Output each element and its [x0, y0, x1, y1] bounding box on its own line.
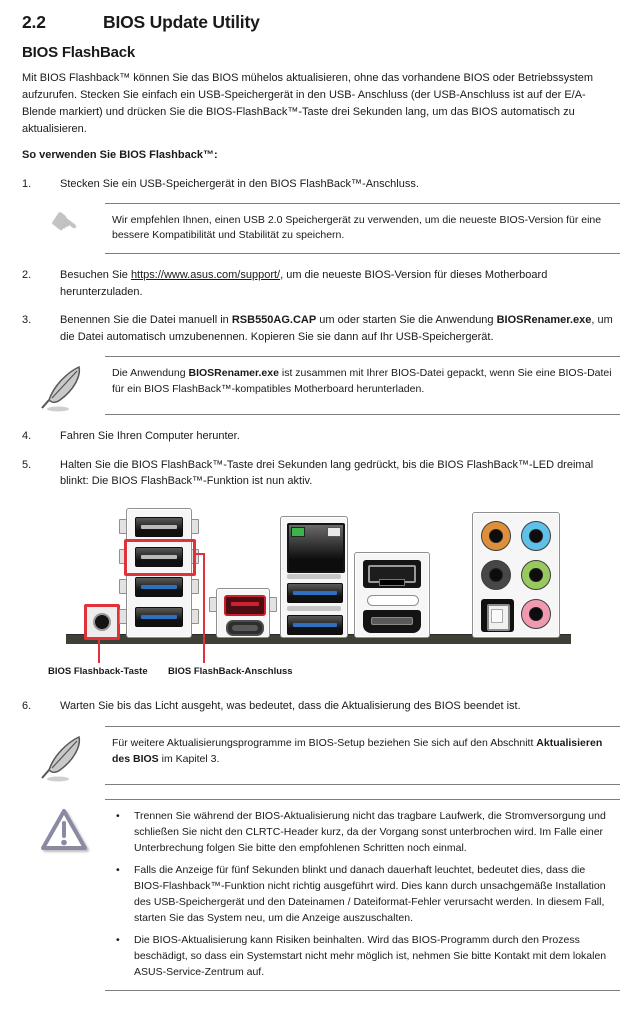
- section-number: 2.2: [22, 12, 46, 32]
- step-number: 4.: [22, 430, 32, 443]
- usb3-port: [135, 577, 183, 597]
- bios-flashback-port-highlight: [124, 539, 196, 576]
- audio-jack-mic: [521, 599, 551, 629]
- lan-led-gray: [327, 527, 341, 537]
- lan-usb-block: [280, 516, 348, 638]
- display-output-block: [354, 552, 430, 638]
- step-text: Warten Sie bis das Licht ausgeht, was bedeutet, dass die Aktualisierung des BIOS beendet ist.: [60, 699, 521, 712]
- note-renamer: [22, 356, 620, 415]
- warning-triangle-icon: [22, 799, 105, 991]
- step-4: [22, 428, 620, 445]
- usb3-port: [287, 583, 343, 603]
- usb-type-c-port: [226, 620, 264, 636]
- note-update-text: Für weitere Aktualisierungsprogramme im BIOS-Setup beziehen Sie sich auf den Abschnitt Aktualisieren des BIOS im Kapitel 3.: [105, 726, 620, 785]
- audio-jack-orange: [481, 521, 511, 551]
- intro-paragraph: Mit BIOS Flashback™ können Sie das BIOS mühelos aktualisieren, ohne das vorhandene BIOS oder Betriebssystem aufzurufen. Stecken Sie einfach ein USB-Speichergerät in den USB- Anschluss (der USB-Anschluss ist auf der E/A-Blende markiert) und drücken Sie die BIOS-FlashBack™-Taste drei Sekunden lang, um das BIOS automatisch zu aktualisieren.: [22, 72, 594, 136]
- section-title: BIOS Update Utility: [103, 12, 260, 32]
- note-usb20: [22, 203, 620, 255]
- ethernet-port: [287, 523, 345, 573]
- shield-vent-slot: [367, 595, 419, 606]
- warning-bullet: • Falls die Anzeige für fünf Sekunden blinkt und danach dauerhaft leuchtet, bedeutet dies, dass die BIOS-Flashback™-Funktion nicht richtig ausgeführt wird. Dies kann durch unsachgemäße Installation des USB-Speichergerät und den Dateinamen / Dateiformat-Fehler verursacht werden. In diesem Fall, starten Sie das System neu, um die Anzeige auszuschalten.: [116, 864, 606, 924]
- note-update: [22, 726, 620, 785]
- usb3-port: [135, 607, 183, 627]
- step-text: Besuchen Sie https://www.asus.com/support/, um die neueste BIOS-Version für dieses Motherboard herunterzuladen.: [60, 269, 548, 298]
- bios-flashback-button: [84, 604, 120, 640]
- rear-io-diagram: [48, 504, 608, 682]
- pointing-hand-icon: ☛: [42, 202, 86, 247]
- audio-jack-black: [481, 560, 511, 590]
- step-text: Benennen Sie die Datei manuell in RSB550AG.CAP um oder starten Sie die Anwendung BIOSRenamer.exe, um die Datei automatisch umzubenennen. Kopieren Sie sie dann auf Ihr USB-Speichergerät.: [60, 314, 613, 343]
- audio-jack-line-out: [521, 560, 551, 590]
- lan-led-green: [291, 527, 305, 537]
- audio-jack-panel: [472, 512, 560, 638]
- step-number: 6.: [22, 699, 32, 712]
- bios-cap-filename: RSB550AG.CAP: [231, 314, 317, 327]
- usb2-port: [135, 517, 183, 537]
- usb32-gen2-block: [216, 588, 270, 638]
- page-subtitle: BIOS FlashBack: [22, 44, 136, 61]
- step-2: [22, 267, 620, 300]
- button-label: BIOS Flashback-Taste: [48, 665, 148, 677]
- step-1: [22, 176, 620, 193]
- quill-pen-icon: [22, 726, 105, 785]
- hdmi-port: [363, 610, 421, 633]
- warning-bullet-list: [112, 809, 614, 981]
- note-renamer-text: Die Anwendung BIOSRenamer.exe ist zusammen mit Ihrer BIOS-Datei gepackt, wenn Sie eine BIOS-Datei für ein BIOS FlashBack™-kompatibles Motherboard herunterladen.: [105, 356, 620, 415]
- quill-pen-icon: [22, 356, 105, 415]
- leader-line-port-v: [203, 553, 205, 663]
- step-6: [22, 698, 620, 715]
- step-number: 1.: [22, 178, 32, 191]
- asus-support-link[interactable]: https://www.asus.com/support/: [130, 269, 281, 282]
- step-number: 2.: [22, 269, 32, 282]
- step-text: Stecken Sie ein USB-Speichergerät in den BIOS FlashBack™-Anschluss.: [60, 178, 419, 191]
- port-label: BIOS FlashBack-Anschluss: [168, 665, 293, 677]
- step-number: 5.: [22, 458, 32, 471]
- step-text: Halten Sie die BIOS FlashBack™-Taste drei Sekunden lang gedrückt, bis die BIOS FlashBack™-LED dreimal blinkt: Die BIOS FlashBack™-Funktion ist nun aktiv.: [60, 458, 594, 488]
- leader-line-button: [98, 637, 100, 663]
- howto-heading: So verwenden Sie BIOS Flashback™:: [22, 149, 218, 162]
- note-usb20-text: Wir empfehlen Ihnen, einen USB 2.0 Speichergerät zu verwenden, um die neueste BIOS-Version für eine bessere Kompatibilität und Stabilität zu speichern.: [105, 203, 620, 255]
- displayport: [363, 560, 421, 588]
- audio-jack-line-in: [521, 521, 551, 551]
- section-heading: [22, 12, 620, 33]
- optical-spdif-out: [481, 599, 514, 632]
- step-text: Fahren Sie Ihren Computer herunter.: [60, 430, 240, 443]
- warning-bullet: • Trennen Sie während der BIOS-Aktualisierung nicht das tragbare Laufwerk, die Stromversorgung und schließen Sie nicht den CLRTC-Header kurz, da der Vorgang sonst unterbrochen wird. Im Falle einer Unterbrechung folgen Sie bitte den empfohlenen Schritten noch einmal.: [116, 810, 606, 854]
- usb32-gen2-red-port: [224, 595, 266, 616]
- usb3-port: [287, 615, 343, 635]
- warning-box: [22, 799, 620, 991]
- step-3: [22, 312, 620, 345]
- biosrenamer-filename: BIOSRenamer.exe: [496, 314, 592, 327]
- warning-bullet: • Die BIOS-Aktualisierung kann Risiken beinhalten. Wird das BIOS-Programm durch den Prozess beschädigt, so dass ein Systemstart nicht mehr möglich ist, nehmen Sie bitte Kontakt mit dem lokalen ASUS-Service-Zentrum auf.: [116, 934, 607, 978]
- step-5: [22, 457, 620, 490]
- step-number: 3.: [22, 314, 32, 327]
